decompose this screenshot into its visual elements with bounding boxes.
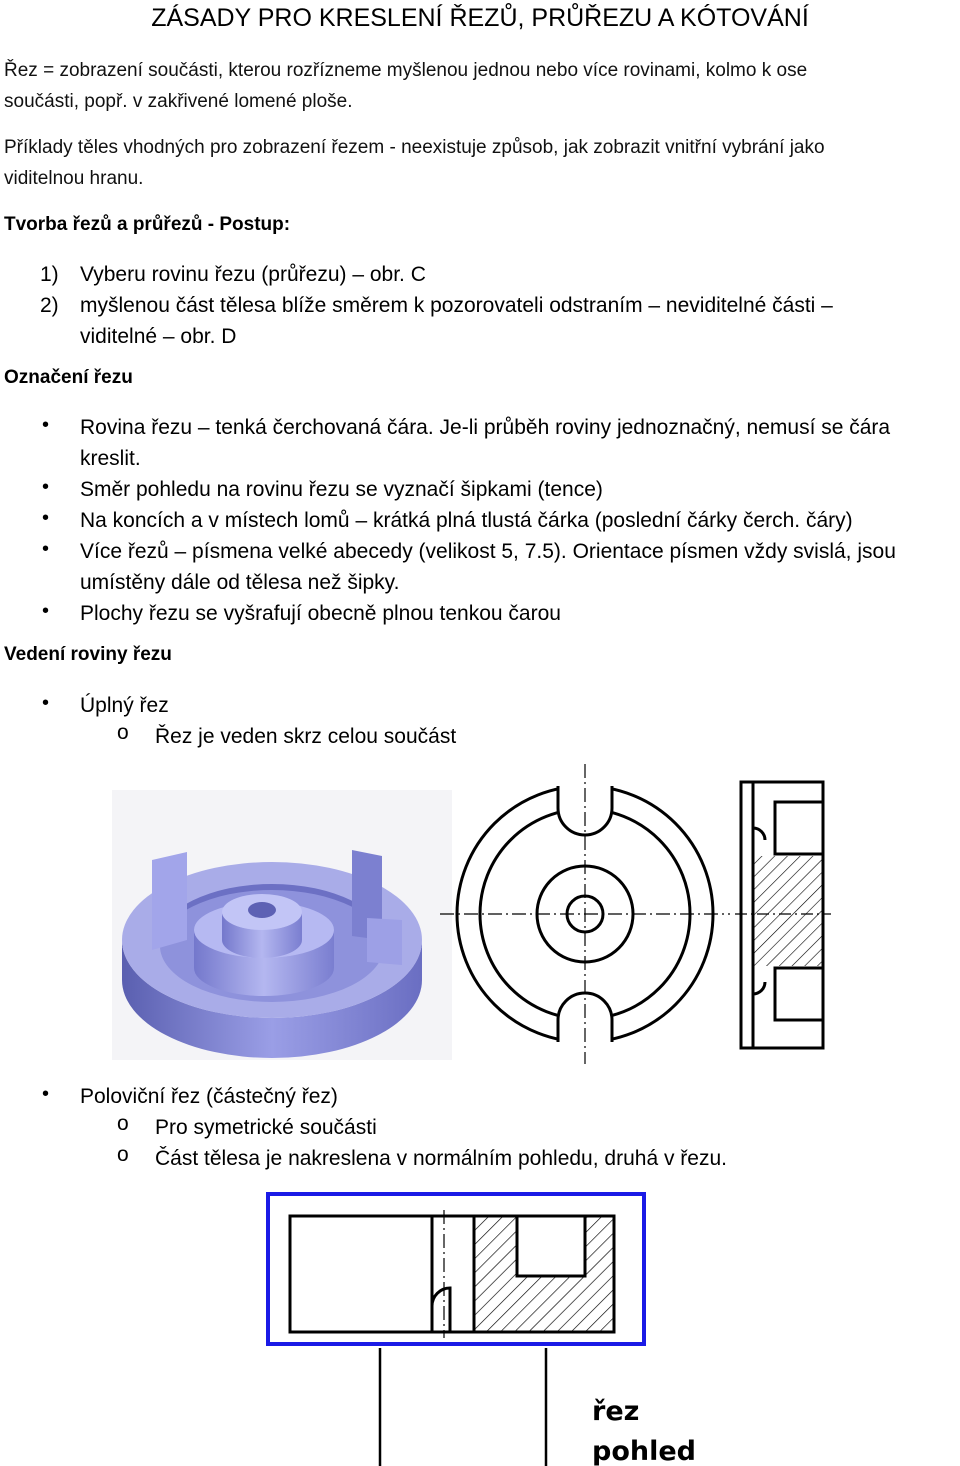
full-cut-label: Úplný řez (80, 694, 169, 717)
marking-item-1-cont: kreslit. (80, 447, 141, 470)
bullet-icon: • (42, 414, 50, 436)
marking-item-4: Více řezů – písmena velké abecedy (velikost 5, 7.5). Orientace písmen vždy svislá, jsou (80, 540, 896, 563)
section-view-drawing (735, 768, 865, 1060)
page-title: ZÁSADY PRO KRESLENÍ ŘEZŮ, PRŮŘEZU A KÓTOVÁNÍ (151, 4, 809, 32)
half-cut-label: Poloviční řez (částečný řez) (80, 1085, 338, 1108)
half-cut-sub-2: Část tělesa je nakreslena v normálním pohledu, druhá v řezu. (155, 1147, 727, 1170)
procedure-item-2: myšlenou část tělesa blíže směrem k pozorovateli odstraním – neviditelné části – (80, 294, 833, 317)
intro-line-2: součásti, popř. v zakřivené lomené ploše. (4, 91, 353, 112)
marking-item-3: Na koncích a v místech lomů – krátká plná tlustá čárka (poslední čárky čerch. čáry) (80, 509, 853, 532)
front-view-drawing (440, 764, 730, 1064)
intro-line-3: Příklady těles vhodných pro zobrazení řezem - neexistuje způsob, jak zobrazit vnitřní vybrání jako (4, 137, 825, 158)
bullet-icon: • (42, 538, 50, 560)
marking-item-1: Rovina řezu – tenká čerchovaná čára. Je-li průběh roviny jednoznačný, nemusí se čára (80, 416, 891, 439)
sub-bullet-icon: o (117, 721, 129, 744)
isometric-part-image (112, 790, 452, 1060)
view-label: pohled (592, 1436, 696, 1466)
full-cut-sub: Řez je veden skrz celou součást (155, 725, 457, 748)
bullet-icon: • (42, 507, 50, 529)
procedure-heading: Tvorba řezů a průřezů - Postup: (4, 214, 291, 235)
bullet-icon: • (42, 476, 50, 498)
bullet-icon: • (42, 692, 50, 714)
procedure-num-2: 2) (40, 294, 59, 317)
marking-item-4-cont: umístěny dále od tělesa než šipky. (80, 571, 400, 594)
intro-line-1: Řez = zobrazení součásti, kterou rozřízneme myšlenou jednou nebo více rovinami, kolmo k ose (4, 60, 808, 81)
plane-heading: Vedení roviny řezu (4, 644, 172, 665)
cut-label: řez (592, 1396, 640, 1427)
half-cut-sub-1: Pro symetrické součásti (155, 1116, 377, 1139)
sub-bullet-icon: o (117, 1112, 129, 1135)
marking-heading: Označení řezu (4, 367, 133, 388)
procedure-item-1: Vyberu rovinu řezu (průřezu) – obr. C (80, 263, 426, 286)
procedure-item-2-cont: viditelné – obr. D (80, 325, 237, 348)
bullet-icon: • (42, 600, 50, 622)
half-section-drawing (262, 1188, 696, 1466)
bullet-icon: • (42, 1083, 50, 1105)
sub-bullet-icon: o (117, 1143, 129, 1166)
marking-item-5: Plochy řezu se vyšrafují obecně plnou tenkou čarou (80, 602, 561, 625)
intro-line-4: viditelnou hranu. (4, 168, 144, 189)
marking-item-2: Směr pohledu na rovinu řezu se vyznačí šipkami (tence) (80, 478, 603, 501)
procedure-num-1: 1) (40, 263, 59, 286)
